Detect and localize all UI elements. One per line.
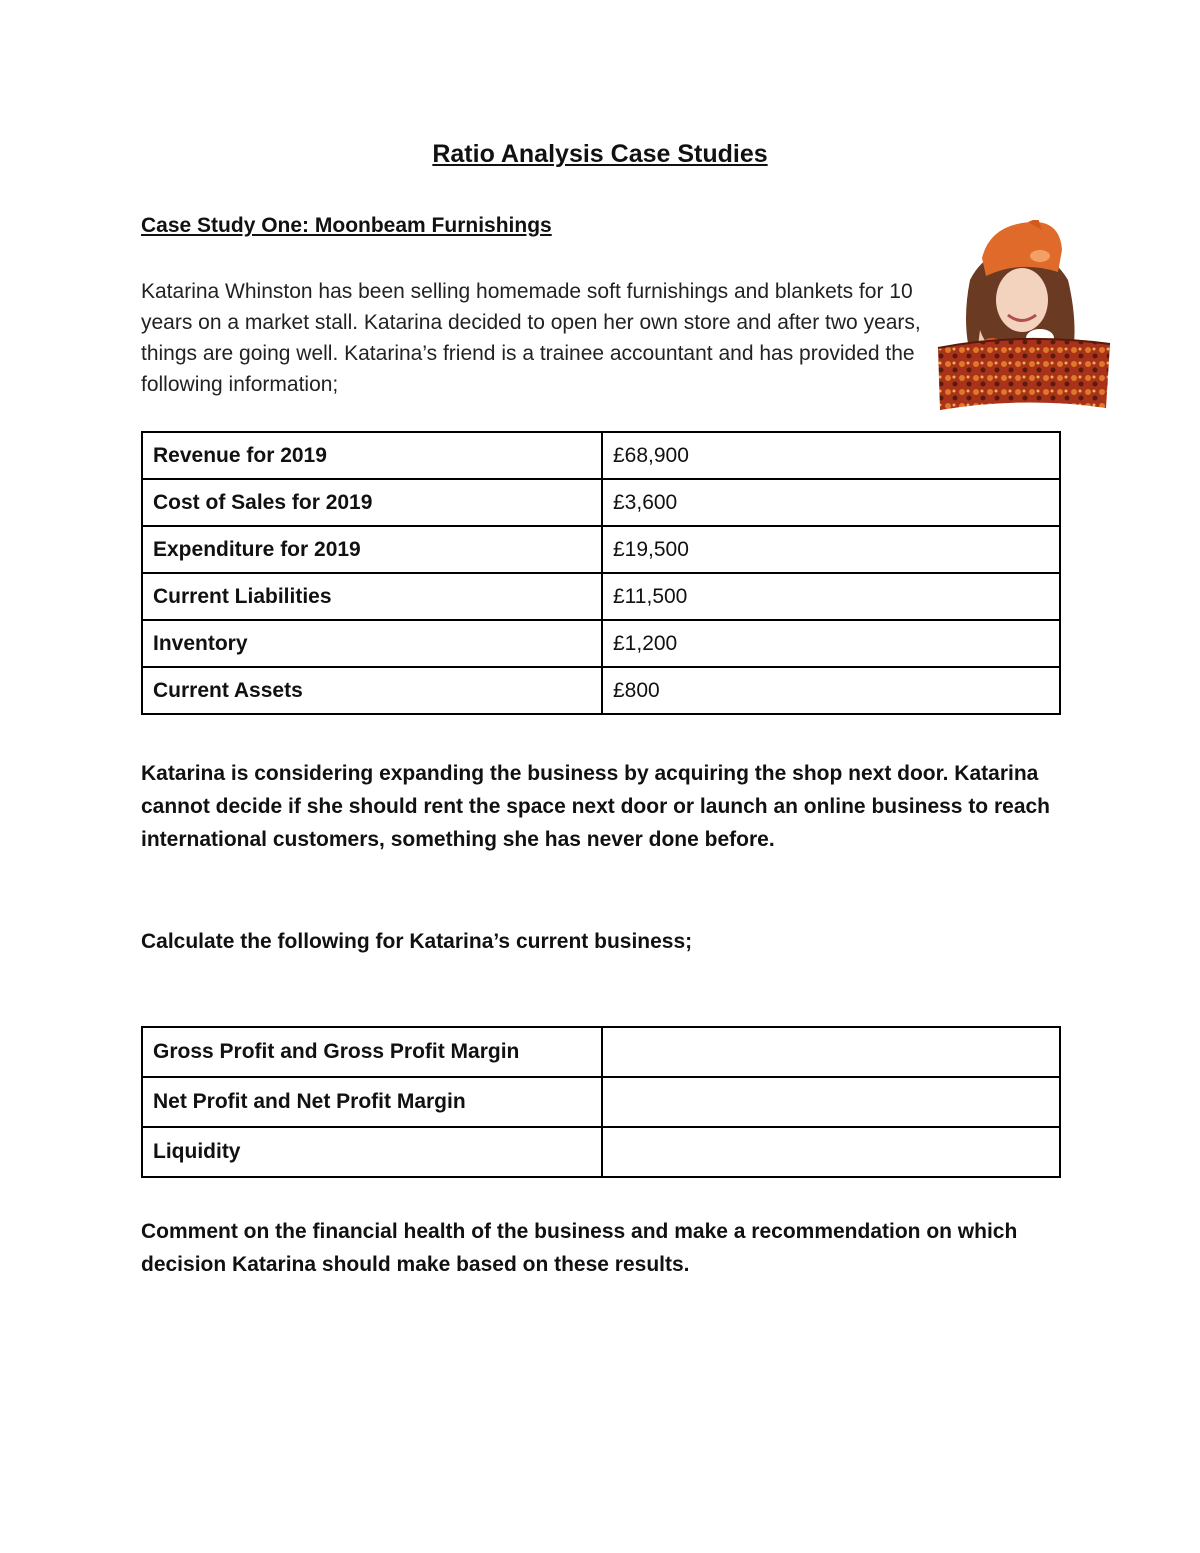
calculation-table (141, 1026, 1061, 1178)
financial-value: £11,500 (602, 573, 1060, 620)
document-title: Ratio Analysis Case Studies (432, 140, 768, 168)
table-row (142, 526, 1060, 573)
financial-label: Expenditure for 2019 (142, 526, 602, 573)
expansion-paragraph: Katarina is considering expanding the business by acquiring the shop next door. Katarina cannot decide if she should rent the space next door or launch an online business to reach international customers, something she has never done before. (141, 762, 1051, 851)
table-row (142, 432, 1060, 479)
financial-value: £3,600 (602, 479, 1060, 526)
financial-value: £800 (602, 667, 1060, 714)
financial-value: £68,900 (602, 432, 1060, 479)
case-study-heading: Case Study One: Moonbeam Furnishings (141, 214, 552, 237)
table-row (142, 667, 1060, 714)
table-row (142, 620, 1060, 667)
calculation-label: Gross Profit and Gross Profit Margin (142, 1027, 602, 1077)
financial-value: £19,500 (602, 526, 1060, 573)
table-row (142, 1127, 1060, 1177)
financial-label: Cost of Sales for 2019 (142, 479, 602, 526)
calculate-prompt: Calculate the following for Katarina’s current business; (141, 930, 693, 953)
financial-label: Inventory (142, 620, 602, 667)
calculation-answer-cell[interactable] (602, 1077, 1060, 1127)
financial-label: Current Liabilities (142, 573, 602, 620)
financial-label: Current Assets (142, 667, 602, 714)
calculation-answer-cell[interactable] (602, 1127, 1060, 1177)
woman-with-blanket-photo (930, 220, 1115, 410)
calculation-label: Liquidity (142, 1127, 602, 1177)
comment-prompt: Comment on the financial health of the business and make a recommendation on which decision Katarina should make based on these results. (141, 1220, 1018, 1276)
financial-data-table (141, 431, 1061, 715)
table-row (142, 1077, 1060, 1127)
financial-label: Revenue for 2019 (142, 432, 602, 479)
intro-paragraph: Katarina Whinston has been selling homemade soft furnishings and blankets for 10 years on a market stall. Katarina decided to open her own store and after two years, things are going well. Katarina’s friend is a trainee accountant and has provided the following information; (141, 280, 921, 396)
calculation-answer-cell[interactable] (602, 1027, 1060, 1077)
table-row (142, 1027, 1060, 1077)
calculation-label: Net Profit and Net Profit Margin (142, 1077, 602, 1127)
table-row (142, 479, 1060, 526)
table-row (142, 573, 1060, 620)
financial-value: £1,200 (602, 620, 1060, 667)
